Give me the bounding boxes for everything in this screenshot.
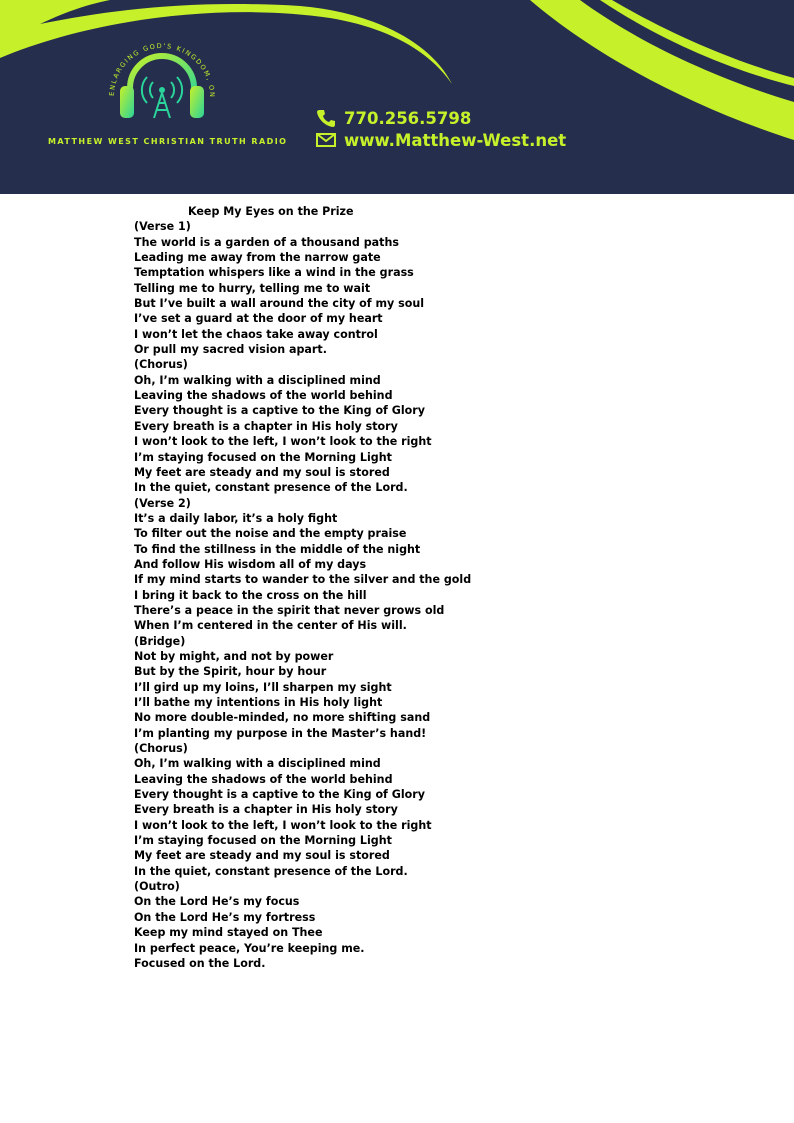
lyric-line: Leaving the shadows of the world behind (134, 772, 393, 786)
lyric-line: No more double-minded, no more shifting sand (134, 711, 431, 725)
lyric-line: I bring it back to the cross on the hill (134, 588, 367, 602)
lyric-line: On the Lord He’s my focus (134, 895, 300, 909)
lyric-line: In the quiet, constant presence of the Lord. (134, 864, 408, 878)
radio-tower-icon (142, 77, 182, 118)
phone-icon (316, 109, 336, 127)
lyric-line: Or pull my sacred vision apart. (134, 343, 327, 357)
lyric-line: The world is a garden of a thousand paths (134, 235, 399, 249)
lyric-line: I’m staying focused on the Morning Light (134, 834, 392, 848)
lyric-line: (Verse 2) (134, 496, 191, 510)
lyric-line: I’m staying focused on the Morning Light (134, 450, 392, 464)
logo-arc-text: ENLARGING GOD'S KINGDOM, ON (107, 41, 217, 99)
lyric-line: My feet are steady and my soul is stored (134, 849, 390, 863)
lyric-line: I’m planting my purpose in the Master’s hand! (134, 726, 427, 740)
lyric-line: And follow His wisdom all of my days (134, 557, 367, 571)
station-name: MATTHEW WEST CHRISTIAN TRUTH RADIO (48, 137, 288, 146)
lyric-line: Every thought is a captive to the King of Glory (134, 404, 425, 418)
lyric-line: Focused on the Lord. (134, 956, 266, 970)
website-link[interactable]: www.Matthew-West.net (344, 130, 567, 150)
lyric-line: I’ll bathe my intentions in His holy light (134, 696, 383, 709)
lyric-line: If my mind starts to wander to the silver and the gold (134, 573, 472, 587)
lyric-line: I’ll gird up my loins, I’ll sharpen my sight (134, 680, 392, 694)
phone-contact (316, 107, 471, 129)
lyric-line: I won’t look to the left, I won’t look to the right (134, 435, 432, 449)
lyric-line: (Chorus) (134, 358, 188, 372)
lyric-line: (Chorus) (134, 742, 188, 756)
header-banner (0, 0, 794, 194)
lyric-line: Not by might, and not by power (134, 649, 334, 663)
lyric-line: Every breath is a chapter in His holy story (134, 803, 398, 817)
phone-number: 770.256.5798 (344, 108, 472, 128)
lyric-line: (Outro) (134, 880, 180, 894)
lyric-line: I won’t let the chaos take away control (134, 327, 378, 341)
lyric-line: To filter out the noise and the empty praise (134, 527, 407, 541)
lyric-line: Telling me to hurry, telling me to wait (134, 281, 371, 295)
lyric-line: I’ve set a guard at the door of my heart (134, 312, 383, 326)
lyric-line: Every breath is a chapter in His holy story (134, 419, 398, 433)
lyrics-block (134, 204, 471, 971)
lyric-line: My feet are steady and my soul is stored (134, 465, 390, 479)
lyric-line: I won’t look to the left, I won’t look to the right (134, 818, 432, 832)
lyric-line: When I’m centered in the center of His will. (134, 619, 407, 633)
lyric-line: In perfect peace, You’re keeping me. (134, 941, 365, 955)
lyric-line: It’s a daily labor, it’s a holy fight (134, 511, 338, 525)
lyric-lines (134, 219, 471, 971)
lyric-line: Oh, I’m walking with a disciplined mind (134, 373, 381, 387)
lyric-line: In the quiet, constant presence of the Lord. (134, 481, 408, 495)
lyric-line: Leading me away from the narrow gate (134, 251, 381, 265)
mail-icon (316, 131, 336, 149)
lyric-line: Temptation whispers like a wind in the grass (134, 266, 414, 280)
lyric-line: (Bridge) (134, 634, 186, 648)
lyric-line: There’s a peace in the spirit that never grows old (134, 603, 445, 617)
lyric-line: Leaving the shadows of the world behind (134, 389, 393, 403)
lyric-line: Keep my mind stayed on Thee (134, 926, 323, 940)
lyric-line: But by the Spirit, hour by hour (134, 665, 327, 679)
lyric-line: Oh, I’m walking with a disciplined mind (134, 757, 381, 771)
lyric-line: But I’ve built a wall around the city of my soul (134, 297, 425, 311)
lyric-line: (Verse 1) (134, 220, 191, 234)
lyric-line: To find the stillness in the middle of the night (134, 542, 421, 556)
song-title: Keep My Eyes on the Prize (188, 205, 354, 218)
lyric-line: On the Lord He’s my fortress (134, 910, 316, 924)
lyric-line: Every thought is a captive to the King of Glory (134, 788, 425, 802)
website-contact (316, 129, 566, 151)
